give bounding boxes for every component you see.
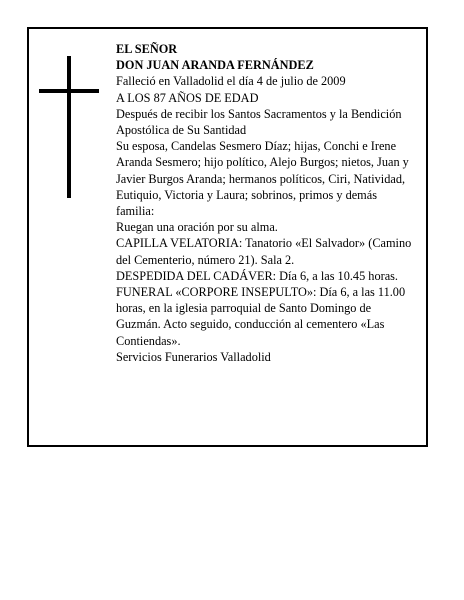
funeral-paragraph: FUNERAL «CORPORE INSEPULTO»: Día 6, a las 11.00 horas, en la iglesia parroquial de Santo Domingo de Guzmán. Acto seguido, conducción al cementero «Las Contiendas». xyxy=(116,285,406,348)
deceased-name: DON JUAN ARANDA FERNÁNDEZ xyxy=(116,58,314,73)
farewell-paragraph: DESPEDIDA DEL CADÁVER: Día 6, a las 10.45 horas. xyxy=(116,268,399,283)
chapel-paragraph: CAPILLA VELATORIA: Tanatorio «El Salvador» (Camino del Cementerio, número 21). Sala 2. xyxy=(116,236,412,267)
sacraments-paragraph: Después de recibir los Santos Sacramentos y la Bendición Apostólica de Su Santidad xyxy=(116,106,402,138)
obituary-notice xyxy=(27,27,428,447)
funeral-services-line: Servicios Funerarios Valladolid xyxy=(116,349,271,364)
death-date-line: Falleció en Valladolid el día 4 de julio de 2009 xyxy=(116,74,346,89)
prayer-line: Ruegan una oración por su alma. xyxy=(116,220,278,235)
cross-vertical-bar xyxy=(67,56,71,198)
family-paragraph: Su esposa, Candelas Sesmero Díaz; hijas, Conchi e Irene Aranda Sesmero; hijo político, Alejo Burgos; nietos, Juan y Javier Burgos Aranda; hermanos políticos, Ciri, Natividad, Eutiquio, Victoria y Laura; sobrinos, primos y demás familia: xyxy=(116,139,409,219)
heading-title: EL SEÑOR xyxy=(116,42,178,56)
age-line: A LOS 87 AÑOS DE EDAD xyxy=(116,90,259,105)
latin-cross-icon xyxy=(39,56,99,198)
obituary-text xyxy=(116,41,416,365)
cross-horizontal-bar xyxy=(39,89,99,93)
